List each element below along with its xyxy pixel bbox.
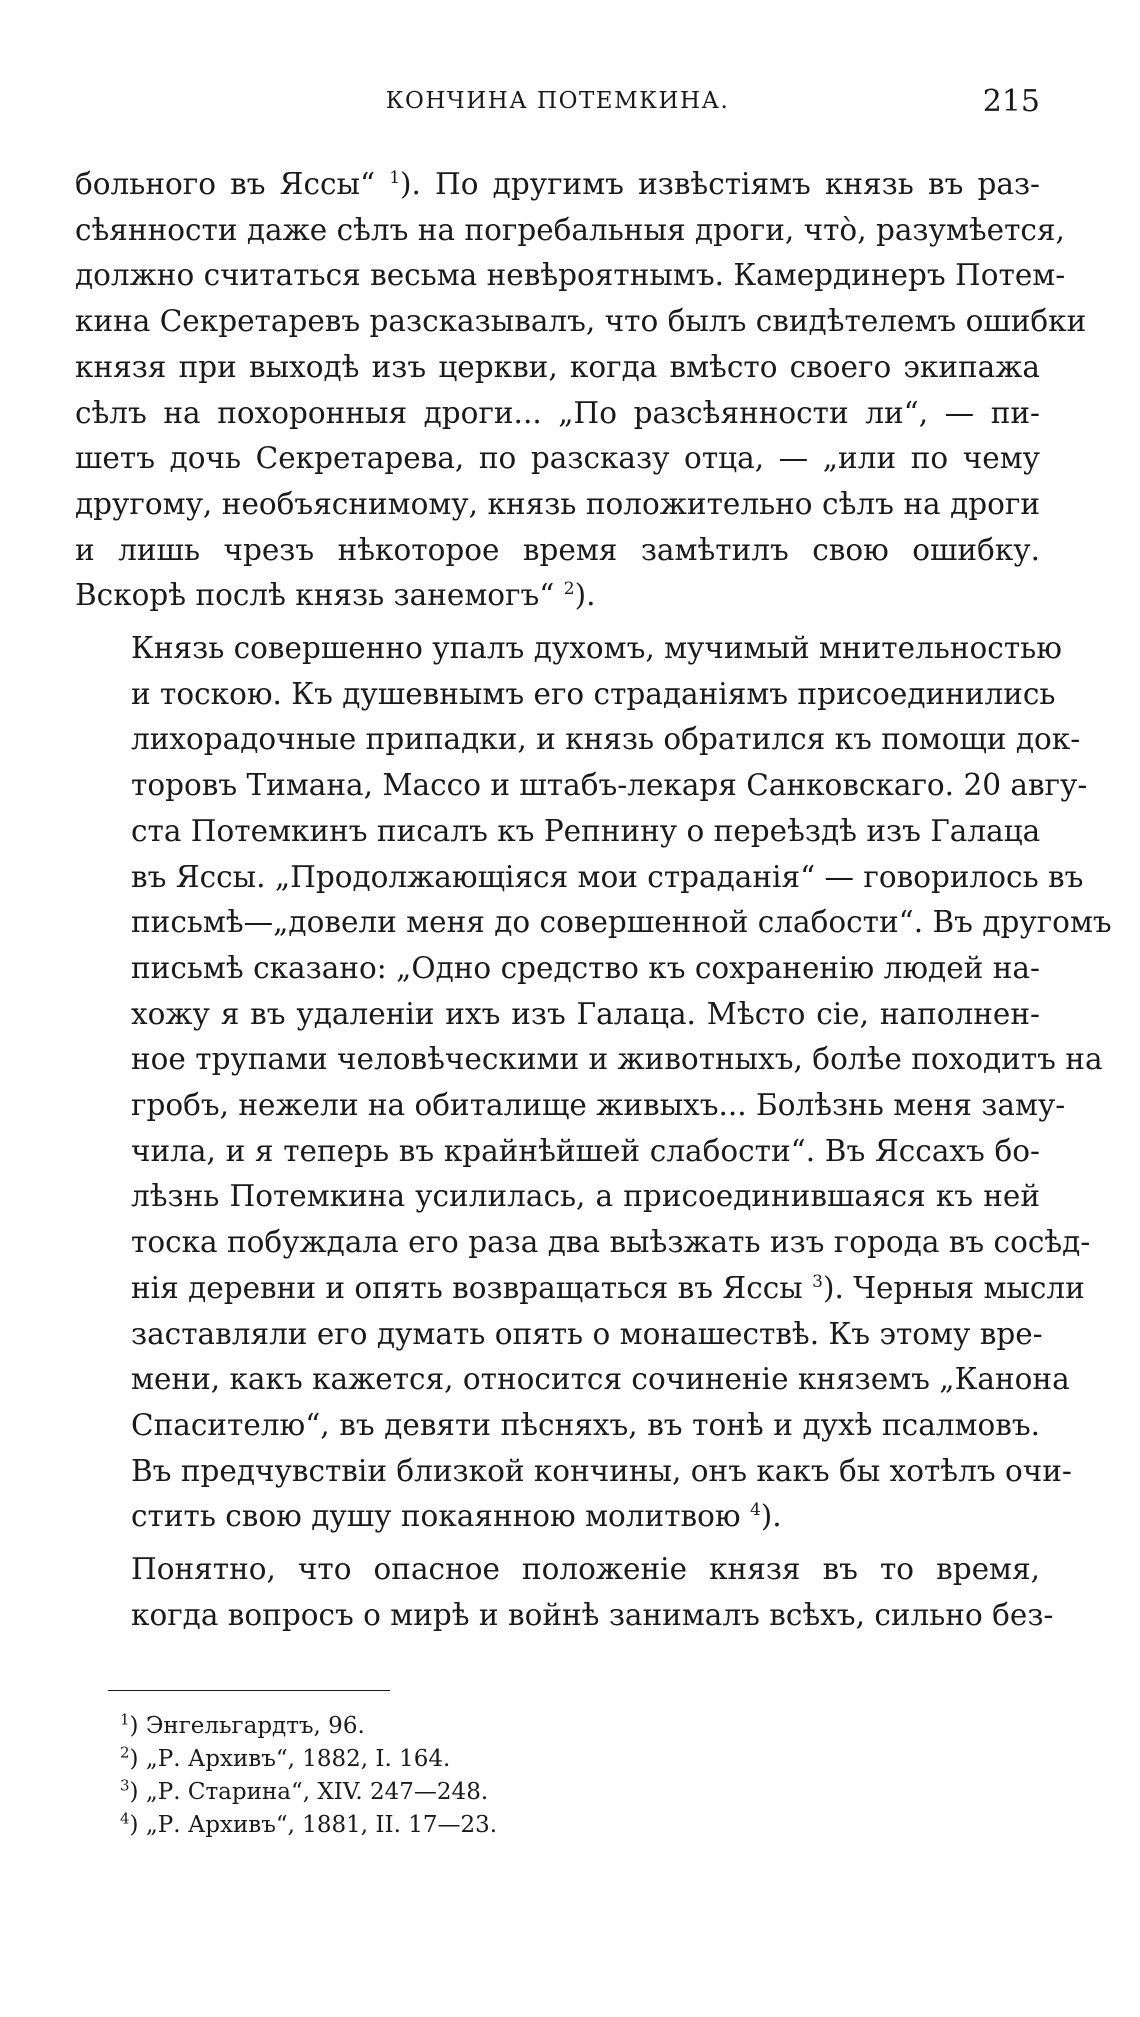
- line-text: и тоскою. Къ душевнымъ его страданіямъ присоединились: [131, 676, 1056, 711]
- line-text: другому, необъяснимому, князь положительно сѣлъ на дроги: [75, 486, 1040, 521]
- line-text: въ Яссы. „Продолжающіяся мои страданія“ — говорилось въ: [131, 859, 1084, 894]
- body-text: [75, 162, 1112, 1639]
- footnote: [120, 1809, 920, 1842]
- footnote-reference: 2: [563, 579, 575, 600]
- running-title: КОНЧИНА ПОТЕМКИНА.: [385, 88, 730, 114]
- footnote-text: ) Энгельгардтъ, 96.: [129, 1713, 365, 1739]
- paragraph: [75, 626, 1112, 1540]
- footnotes: [120, 1710, 920, 1842]
- line-text: сѣлъ на похоронныя дроги... „По разсѣянности ли“, — пи-: [75, 395, 1040, 430]
- text-line: [75, 162, 1040, 208]
- text-line: [75, 672, 1056, 718]
- footnote-number: 4: [120, 1809, 130, 1828]
- footnote: [120, 1776, 920, 1809]
- text-line: [75, 1220, 1091, 1266]
- line-text: Князь совершенно упалъ духомъ, мучимый мнительностью: [131, 631, 1062, 666]
- paragraph: [75, 162, 1087, 619]
- footnote-divider: [108, 1690, 390, 1691]
- line-text: письмѣ сказано: „Одно средство къ сохраненію людей на-: [131, 950, 1040, 985]
- line-text: торовъ Тимана, Массо и штабъ-лекаря Санковскаго. 20 авгу-: [131, 768, 1088, 803]
- line-text: Понятно, что опасное положеніе князя въ то время,: [131, 1552, 1040, 1587]
- text-line: [75, 763, 1088, 809]
- text-line: [75, 1266, 1085, 1312]
- text-line: [75, 1494, 1040, 1540]
- line-text-tail: ).: [574, 578, 596, 613]
- text-line: [75, 1593, 1054, 1639]
- line-text: Вскорѣ послѣ князь занемогъ“: [75, 578, 564, 613]
- line-text: нія деревни и опять возвращаться въ Яссы: [131, 1270, 813, 1305]
- line-text: и лишь чрезъ нѣкоторое время замѣтилъ свою ошибку.: [75, 532, 1040, 567]
- line-text: должно считаться весьма невѣроятнымъ. Камердинеръ Потем-: [75, 258, 1066, 293]
- text-line: [75, 1357, 1070, 1403]
- text-line: [75, 1449, 1072, 1495]
- text-line: [75, 1129, 1040, 1175]
- footnote-number: 2: [120, 1743, 130, 1762]
- line-text: стить свою душу покаянною молитвою: [131, 1499, 750, 1534]
- line-text: тоска побуждала его раза два выѣзжать изъ города въ сосѣд-: [131, 1225, 1091, 1260]
- text-line: [75, 482, 1040, 528]
- line-text: чила, и я теперь въ крайнѣйшей слабости“. Въ Яссахъ бо-: [131, 1133, 1040, 1168]
- line-text: кина Секретаревъ разсказывалъ, что былъ свидѣтелемъ ошибки: [75, 304, 1087, 339]
- footnote-text: ) „Р. Архивъ“, 1882, I. 164.: [129, 1746, 451, 1772]
- text-line: [75, 528, 1040, 574]
- line-text: когда вопросъ о мирѣ и войнѣ занималъ всѣхъ, сильно без-: [131, 1597, 1054, 1632]
- line-text: ста Потемкинъ писалъ къ Репнину о переѣздѣ изъ Галаца: [131, 813, 1041, 848]
- text-line: [75, 1312, 1043, 1358]
- line-text: ное трупами человѣческими и животныхъ, болѣе походитъ на: [131, 1042, 1103, 1077]
- text-line: [75, 855, 1084, 901]
- text-line: [75, 573, 1040, 619]
- line-text: лѣзнь Потемкина усилилась, а присоединившаяся къ ней: [131, 1179, 1040, 1214]
- line-text: заставляли его думать опять о монашествѣ. Къ этому вре-: [131, 1316, 1043, 1351]
- text-line: [75, 253, 1066, 299]
- text-line: [75, 1037, 1103, 1083]
- line-text: князя при выходѣ изъ церкви, когда вмѣсто своего экипажа: [75, 349, 1040, 384]
- line-text: шетъ дочь Секретарева, по разсказу отца, — „или по чему: [75, 441, 1040, 476]
- line-text-tail: ). По другимъ извѣстіямъ князь въ раз-: [400, 167, 1041, 201]
- footnote-text: ) „Р. Архивъ“, 1881, II. 17—23.: [129, 1812, 498, 1838]
- footnote-reference: 1: [389, 168, 401, 189]
- text-line: [75, 946, 1040, 992]
- footnote-reference: 3: [812, 1272, 823, 1293]
- text-line: [75, 626, 1062, 672]
- text-line: [75, 1547, 1040, 1593]
- line-text: Въ предчувствіи близкой кончины, онъ какъ бы хотѣлъ очи-: [131, 1453, 1072, 1488]
- footnote-number: 1: [120, 1710, 130, 1729]
- footnote-text: ) „Р. Старина“, XIV. 247—248.: [129, 1779, 489, 1805]
- text-line: [75, 717, 1081, 763]
- line-text: письмѣ—„довели меня до совершенной слабости“. Въ другомъ: [131, 905, 1112, 940]
- line-text: больного въ Яссы“: [75, 167, 390, 201]
- footnote: [120, 1710, 920, 1743]
- line-text: гробъ, нежели на обиталище живыхъ... Болѣзнь меня заму-: [131, 1088, 1066, 1123]
- text-line: [75, 299, 1087, 345]
- text-line: [75, 900, 1112, 946]
- text-line: [75, 1174, 1040, 1220]
- text-line: [75, 1403, 1040, 1449]
- text-line: [75, 436, 1040, 482]
- footnote-reference: 4: [749, 1500, 761, 1521]
- text-line: [75, 391, 1040, 437]
- running-head: [75, 84, 1040, 128]
- text-line: [75, 809, 1040, 855]
- text-line: [75, 1083, 1066, 1129]
- line-text: Спасителю“, въ девяти пѣсняхъ, въ тонѣ и духѣ псалмовъ.: [131, 1407, 1040, 1442]
- text-line: [75, 208, 1065, 254]
- line-text: мени, какъ кажется, относится сочиненіе княземъ „Канона: [131, 1362, 1070, 1397]
- footnote-number: 3: [120, 1776, 130, 1795]
- line-text: сѣянности даже сѣлъ на погребальныя дроги, что̀, разумѣется,: [75, 212, 1065, 247]
- line-text: хожу я въ удаленіи ихъ изъ Галаца. Мѣсто сіе, наполнен-: [131, 996, 1040, 1031]
- page-number: 215: [982, 84, 1040, 119]
- line-text-tail: ). Черныя мысли: [822, 1270, 1085, 1305]
- text-line: [75, 992, 1040, 1038]
- footnote: [120, 1743, 920, 1776]
- line-text-tail: ).: [760, 1499, 782, 1534]
- text-line: [75, 345, 1040, 391]
- line-text: лихорадочные припадки, и князь обратился къ помощи док-: [131, 722, 1081, 757]
- paragraph: [75, 1547, 1054, 1638]
